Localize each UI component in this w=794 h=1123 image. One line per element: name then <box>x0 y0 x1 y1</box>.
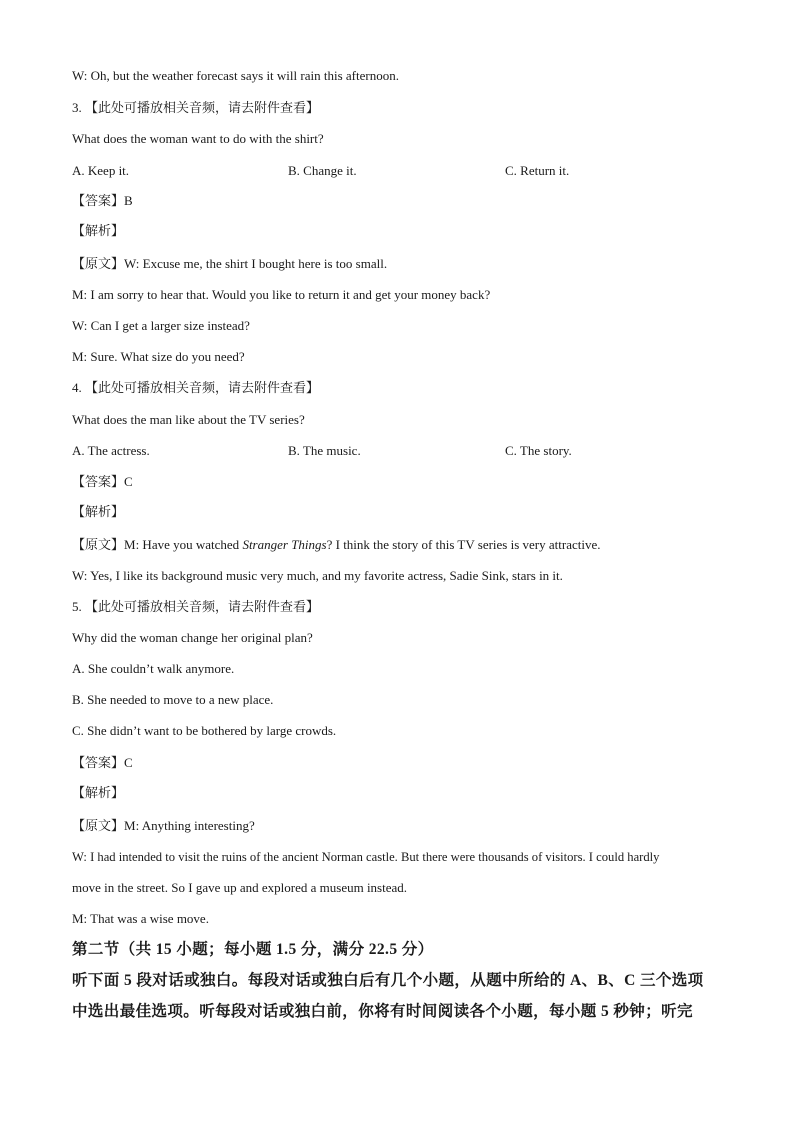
transcript-text: M: Have you watched <box>124 537 243 552</box>
question-4-answer <box>72 473 133 492</box>
transcript-line <box>72 255 387 274</box>
question-3-title: 3. 【此处可播放相关音频，请去附件查看】 <box>72 100 320 115</box>
transcript-label: 【原文】 <box>72 819 125 834</box>
analysis-label: 【解析】 <box>72 224 125 239</box>
question-3-answer <box>72 192 133 211</box>
transcript-line <box>72 536 601 555</box>
answer-value: C <box>124 755 133 770</box>
question-3-option-a: A. Keep it. <box>72 163 130 178</box>
question-4-option-b: B. The music. <box>288 443 361 458</box>
question-3-option-b: B. Change it. <box>288 163 357 178</box>
analysis-label: 【解析】 <box>72 786 125 801</box>
section-2-instructions: 中选出最佳选项。听每段对话或独白前，你将有时间阅读各个小题，每小题 5 秒钟；听完 <box>72 1003 693 1020</box>
transcript-line: M: I am sorry to hear that. Would you like to return it and get your money back? <box>72 287 491 302</box>
answer-value: B <box>124 193 133 208</box>
dialogue-line: W: Oh, but the weather forecast says it will rain this afternoon. <box>72 68 399 83</box>
transcript-line: M: That was a wise move. <box>72 911 209 926</box>
question-4-text: What does the man like about the TV series? <box>72 412 305 427</box>
question-5-text: Why did the woman change her original plan? <box>72 630 313 645</box>
question-3-option-c: C. Return it. <box>505 163 570 178</box>
transcript-line: move in the street. So I gave up and explored a museum instead. <box>72 880 408 895</box>
question-4-option-c: C. The story. <box>505 443 572 458</box>
answer-label: 【答案】 <box>72 756 125 771</box>
transcript-text: W: Excuse me, the shirt I bought here is too small. <box>124 256 388 271</box>
analysis-label: 【解析】 <box>72 505 125 520</box>
transcript-line <box>72 817 255 836</box>
transcript-line: M: Sure. What size do you need? <box>72 349 245 364</box>
transcript-text: M: Anything interesting? <box>124 818 255 833</box>
question-3-text: What does the woman want to do with the shirt? <box>72 131 324 146</box>
answer-label: 【答案】 <box>72 475 125 490</box>
question-5-option-a: A. She couldn’t walk anymore. <box>72 661 235 676</box>
question-5-answer <box>72 754 133 773</box>
answer-label: 【答案】 <box>72 194 125 209</box>
transcript-label: 【原文】 <box>72 257 125 272</box>
transcript-line: W: I had intended to visit the ruins of the ancient Norman castle. But there were thousands of visitors. I could hardly <box>72 850 660 864</box>
transcript-line: W: Can I get a larger size instead? <box>72 318 250 333</box>
transcript-label: 【原文】 <box>72 538 125 553</box>
question-5-option-c: C. She didn’t want to be bothered by large crowds. <box>72 723 337 738</box>
section-2-instructions: 听下面 5 段对话或独白。每段对话或独白后有几个小题，从题中所给的 A、B、C 三个选项 <box>72 972 704 989</box>
answer-value: C <box>124 474 133 489</box>
question-4-option-a: A. The actress. <box>72 443 150 458</box>
question-5-option-b: B. She needed to move to a new place. <box>72 692 274 707</box>
transcript-text: ? I think the story of this TV series is very attractive. <box>326 537 601 552</box>
question-4-title: 4. 【此处可播放相关音频，请去附件查看】 <box>72 380 320 395</box>
section-2-title: 第二节（共 15 小题；每小题 1.5 分，满分 22.5 分） <box>72 941 434 958</box>
transcript-line: W: Yes, I like its background music very much, and my favorite actress, Sadie Sink, stars in it. <box>72 568 563 583</box>
series-title: Stranger Things <box>242 537 327 552</box>
question-5-title: 5. 【此处可播放相关音频，请去附件查看】 <box>72 599 320 614</box>
